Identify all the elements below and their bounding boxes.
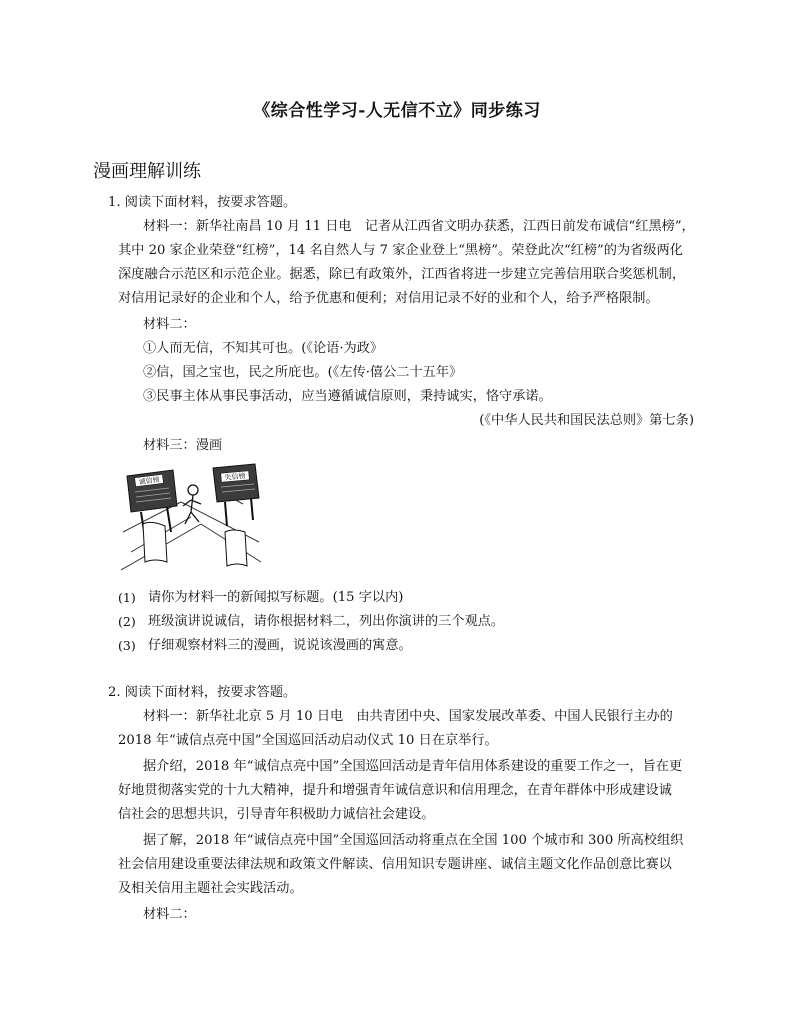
q2-paragraph-line: 2018 年“诚信点亮中国”全国巡回活动启动仪式 10 日在京举行。: [118, 733, 498, 748]
q1-material1-line: 材料一：新华社南昌 10 月 11 日电 记者从江西省文明办获悉，江西日前发布诚信“红黑榜”，: [143, 219, 695, 234]
q1-sub-number: (1): [118, 590, 136, 605]
cartoon-image: [121, 462, 263, 580]
q2-material2-label: 材料二：: [143, 907, 196, 922]
cartoon-sign-left: 诚信榜: [138, 475, 161, 487]
q1-material2-item: ①人而无信，不知其可也。(《论语·为政》: [143, 341, 384, 356]
q1-sub-number: (2): [118, 614, 136, 629]
q1-material1-line: 其中 20 家企业荣登“红榜”，14 名自然人与 7 家企业登上“黑榜”。荣登此次“红榜”的为省级两化: [118, 243, 683, 258]
q1-sub-number: (3): [118, 638, 136, 653]
q1-sub-question: 仔细观察材料三的漫画，说说该漫画的寓意。: [148, 638, 412, 653]
q1-header: 1. 阅读下面材料，按要求答题。: [108, 195, 297, 210]
q1-sub-question: 请你为材料一的新闻拟写标题。(15 字以内): [148, 590, 404, 605]
q2-paragraph-line: 据介绍，2018 年“诚信点亮中国”全国巡回活动是青年信用体系建设的重要工作之一，旨在更: [143, 759, 683, 774]
q1-material1-line: 对信用记录好的企业和个人，给予优惠和便利；对信用记录不好的业和个人，给予严格限制。: [118, 291, 659, 306]
q1-material2-item: ②信，国之宝也，民之所庇也。(《左传·僖公二十五年》: [143, 365, 463, 380]
q2-paragraph-line: 好地贯彻落实党的十九大精神，提升和增强青年诚信意识和信用理念，在青年群体中形成建设诚: [118, 783, 672, 798]
q2-header: 2. 阅读下面材料，按要求答题。: [108, 685, 297, 700]
section-heading: 漫画理解训练: [93, 161, 201, 182]
page-title: 《综合性学习-人无信不立》同步练习: [253, 101, 541, 121]
q2-paragraph-line: 及相关信用主题社会实践活动。: [118, 881, 303, 896]
q1-material1-line: 深度融合示范区和示范企业。据悉，除已有政策外，江西省将进一步建立完善信用联合奖惩机制，: [118, 267, 686, 282]
q2-paragraph-line: 据了解，2018 年“诚信点亮中国”全国巡回活动将重点在全国 100 个城市和 300 所高校组织: [143, 833, 684, 848]
cartoon-sign-right: 失信榜: [224, 472, 246, 482]
q1-material2-item: ③民事主体从事民事活动，应当遵循诚信原则，秉持诚实，恪守承诺。: [143, 389, 552, 404]
q2-paragraph-line: 信社会的思想共识，引导青年积极助力诚信社会建设。: [118, 807, 435, 822]
q2-paragraph-line: 社会信用建设重要法律法规和政策文件解读、信用知识专题讲座、诚信主题文化作品创意比赛以: [118, 857, 672, 872]
q1-material2-label: 材料二：: [143, 317, 196, 332]
q2-paragraph-line: 材料一：新华社北京 5 月 10 日电 由共青团中央、国家发展改革委、中国人民银行主办的: [143, 709, 673, 724]
q1-material2-source: (《中华人民共和国民法总则》第七条): [479, 413, 694, 428]
q1-sub-question: 班级演讲说诚信，请你根据材料二，列出你演讲的三个观点。: [148, 614, 505, 629]
q1-material3-label: 材料三：漫画: [143, 438, 223, 453]
